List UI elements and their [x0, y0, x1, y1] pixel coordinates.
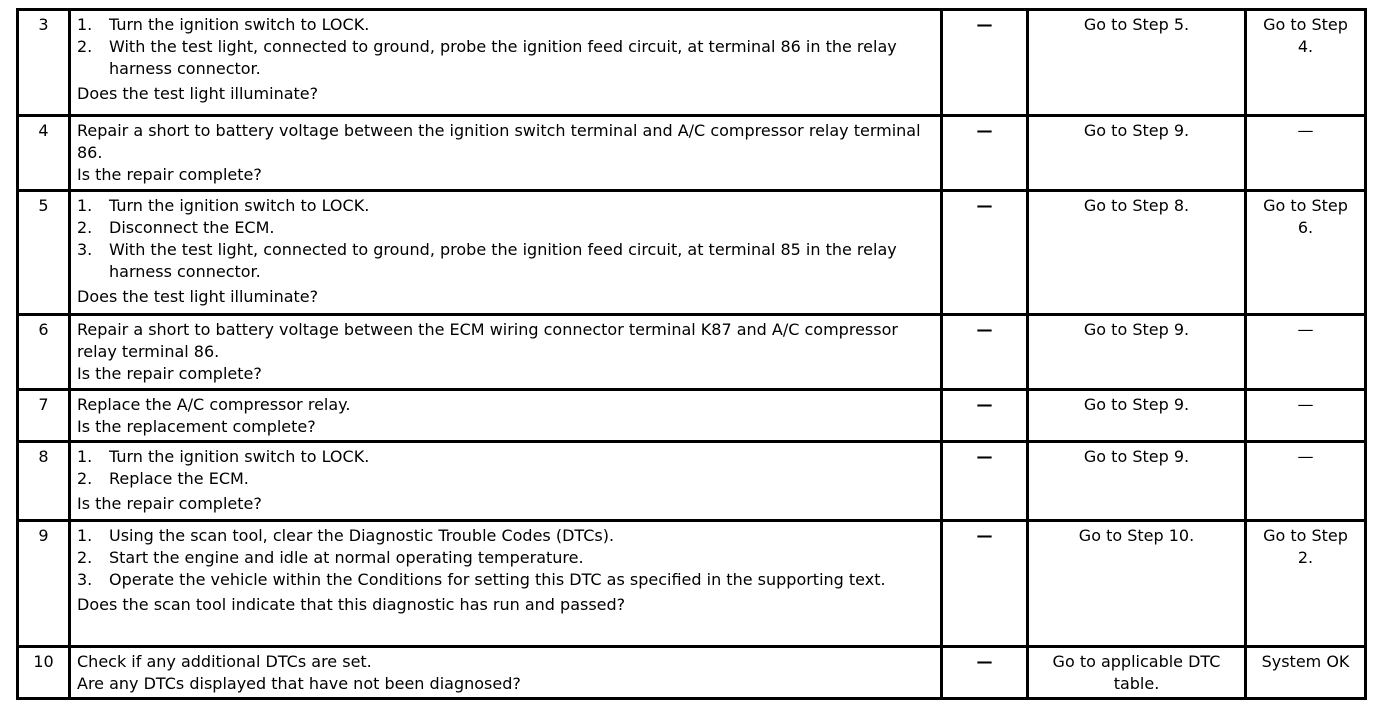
list-item: 2. Start the engine and idle at normal operating temperature.	[77, 548, 584, 567]
question-text: Are any DTCs displayed that have not been diagnosed?	[77, 674, 521, 693]
list-item: 1. Using the scan tool, clear the Diagnostic Trouble Codes (DTCs).	[77, 526, 615, 545]
question-text: Is the repair complete?	[77, 494, 262, 513]
action-text: Check if any additional DTCs are set.	[77, 652, 372, 671]
step-number: 7	[18, 390, 70, 442]
question-text: Does the test light illuminate?	[77, 287, 319, 306]
no-result: —	[1246, 442, 1366, 521]
action-cell	[70, 521, 942, 647]
action-cell	[70, 191, 942, 315]
yes-result: Go to Step 9.	[1028, 116, 1246, 191]
action-cell	[70, 10, 942, 116]
yes-result: Go to Step 9.	[1028, 442, 1246, 521]
diagnostic-table	[16, 8, 1367, 700]
no-result: —	[1246, 116, 1366, 191]
action-text: Replace the A/C compressor relay.	[77, 395, 351, 414]
value-cell: —	[942, 116, 1028, 191]
value-cell: —	[942, 647, 1028, 699]
list-item: 1. Turn the ignition switch to LOCK.	[77, 15, 370, 34]
table-row	[18, 191, 1366, 315]
action-cell	[70, 116, 942, 191]
no-result: Go to Step 2.	[1246, 521, 1366, 647]
step-number: 9	[18, 521, 70, 647]
list-item: 1. Turn the ignition switch to LOCK.	[77, 447, 370, 466]
list-item: 3. With the test light, connected to ground, probe the ignition feed circuit, at terminal 85 in the relay harness connector.	[77, 240, 897, 281]
table-row	[18, 116, 1366, 191]
table-row	[18, 442, 1366, 521]
yes-result: Go to Step 9.	[1028, 315, 1246, 390]
step-number: 8	[18, 442, 70, 521]
question-text: Is the repair complete?	[77, 364, 262, 383]
question-text: Is the repair complete?	[77, 165, 262, 184]
action-cell	[70, 647, 942, 699]
value-cell: —	[942, 442, 1028, 521]
step-number: 3	[18, 10, 70, 116]
value-cell: —	[942, 10, 1028, 116]
question-text: Does the scan tool indicate that this diagnostic has run and passed?	[77, 595, 626, 614]
value-cell: —	[942, 191, 1028, 315]
no-result: Go to Step 6.	[1246, 191, 1366, 315]
step-number: 5	[18, 191, 70, 315]
action-cell	[70, 442, 942, 521]
action-cell	[70, 315, 942, 390]
step-number: 6	[18, 315, 70, 390]
value-cell: —	[942, 390, 1028, 442]
no-result: —	[1246, 315, 1366, 390]
table-row	[18, 647, 1366, 699]
list-item: 1. Turn the ignition switch to LOCK.	[77, 196, 370, 215]
action-text: Repair a short to battery voltage between the ignition switch terminal and A/C compressor relay terminal 86.	[77, 121, 921, 162]
value-cell: —	[942, 315, 1028, 390]
list-item: 2. Disconnect the ECM.	[77, 218, 275, 237]
list-item: 3. Operate the vehicle within the Conditions for setting this DTC as specified in the supporting text.	[77, 570, 886, 589]
action-text: Repair a short to battery voltage between the ECM wiring connector terminal K87 and A/C compressor relay terminal 86.	[77, 320, 898, 361]
step-number: 10	[18, 647, 70, 699]
list-item: 2. With the test light, connected to ground, probe the ignition feed circuit, at terminal 86 in the relay harness connector.	[77, 37, 897, 78]
list-item: 2. Replace the ECM.	[77, 469, 249, 488]
no-result: Go to Step 4.	[1246, 10, 1366, 116]
table-row	[18, 10, 1366, 116]
question-text: Does the test light illuminate?	[77, 84, 319, 103]
yes-result: Go to Step 10.	[1028, 521, 1246, 647]
table-row	[18, 390, 1366, 442]
no-result: —	[1246, 390, 1366, 442]
action-cell	[70, 390, 942, 442]
table-row	[18, 315, 1366, 390]
yes-result: Go to Step 5.	[1028, 10, 1246, 116]
yes-result: Go to applicable DTC table.	[1028, 647, 1246, 699]
yes-result: Go to Step 9.	[1028, 390, 1246, 442]
value-cell: —	[942, 521, 1028, 647]
step-number: 4	[18, 116, 70, 191]
question-text: Is the replacement complete?	[77, 417, 316, 436]
table-row	[18, 521, 1366, 647]
yes-result: Go to Step 8.	[1028, 191, 1246, 315]
no-result: System OK	[1246, 647, 1366, 699]
